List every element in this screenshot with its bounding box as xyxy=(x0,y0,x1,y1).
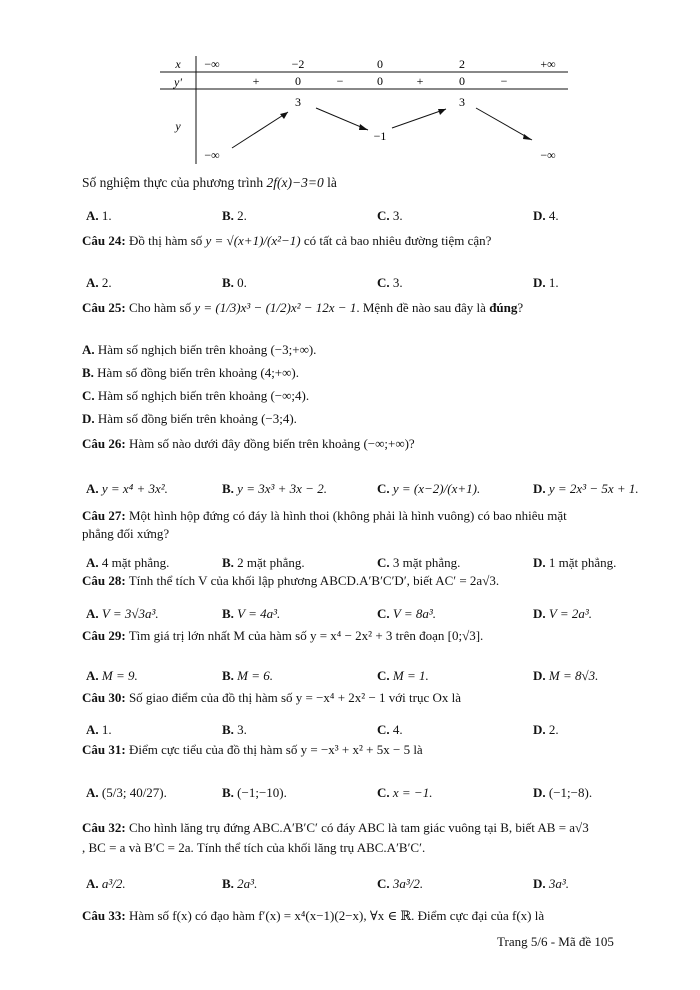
option-d[interactable]: D. M = 8√3. xyxy=(533,668,599,683)
option-d[interactable]: D. y = 2x³ − 5x + 1. xyxy=(533,481,639,496)
x-value: 0 xyxy=(377,57,383,71)
question-31: Câu 31: Điểm cực tiểu của đồ thị hàm số y = −x³ + x² + 5x − 5 là xyxy=(82,742,423,757)
row-label-y: y xyxy=(175,119,181,133)
option-c[interactable]: C. 3 mặt phẳng. xyxy=(377,555,461,570)
option-a[interactable]: A. 1. xyxy=(86,722,112,737)
option-d[interactable]: D. 1. xyxy=(533,275,559,290)
row-label-yprime: y' xyxy=(174,75,182,89)
y-value: −∞ xyxy=(540,148,556,162)
y-value: 3 xyxy=(295,95,301,109)
q25-option-c[interactable]: C. Hàm số nghịch biến trên khoảng (−∞;4). xyxy=(82,388,310,403)
question-33: Câu 33: Hàm số f(x) có đạo hàm f′(x) = x⁴(x−1)(2−x), ∀x ∈ ℝ. Điểm cực đại của f(x) là xyxy=(82,908,545,923)
option-a[interactable]: A. M = 9. xyxy=(86,668,138,683)
x-value: −2 xyxy=(291,57,305,71)
q25-option-b[interactable]: B. Hàm số đồng biến trên khoảng (4;+∞). xyxy=(82,365,299,380)
option-c[interactable]: C. x = −1. xyxy=(377,785,433,800)
option-c[interactable]: C. 3. xyxy=(377,275,403,290)
option-b[interactable]: B. 2 mặt phẳng. xyxy=(222,555,305,570)
option-b[interactable]: B. V = 4a³. xyxy=(222,606,281,621)
option-d[interactable]: D. V = 2a³. xyxy=(533,606,593,621)
row-label-x: x xyxy=(175,57,181,71)
option-b[interactable]: B. 3. xyxy=(222,722,247,737)
x-value: 2 xyxy=(459,57,465,71)
option-b[interactable]: B. 0. xyxy=(222,275,247,290)
question-24: Câu 24: Đồ thị hàm số y = √(x+1)/(x²−1) có tất cả bao nhiêu đường tiệm cận? xyxy=(82,233,492,248)
yprime-value: + xyxy=(252,74,260,88)
option-c[interactable]: C. 4. xyxy=(377,722,403,737)
q23-text-post: là xyxy=(323,175,337,190)
y-value: −∞ xyxy=(204,148,220,162)
option-b[interactable]: B. y = 3x³ + 3x − 2. xyxy=(222,481,327,496)
yprime-value: 0 xyxy=(295,74,301,88)
q25-formula: y = (1/3)x³ − (1/2)x² − 12x − 1 xyxy=(194,300,357,315)
option-c[interactable]: C. y = (x−2)/(x+1). xyxy=(377,481,481,496)
question-32: Câu 32: Cho hình lăng trụ đứng ABC.A′B′C′ có đáy ABC là tam giác vuông tại B, biết AB = a√3 xyxy=(82,820,589,835)
question-25: Câu 25: Cho hàm số y = (1/3)x³ − (1/2)x² − 12x − 1. Mệnh đề nào sau đây là đúng? xyxy=(82,300,524,315)
option-a[interactable]: A. 2. xyxy=(86,275,112,290)
option-b[interactable]: B. M = 6. xyxy=(222,668,274,683)
option-b[interactable]: B. 2a³. xyxy=(222,876,258,891)
option-d[interactable]: D. (−1;−8). xyxy=(533,785,593,800)
question-27-line2: phẳng đối xứng? xyxy=(82,526,170,541)
option-a[interactable]: A. 1. xyxy=(86,208,112,223)
option-b[interactable]: B. 2. xyxy=(222,208,247,223)
x-value: +∞ xyxy=(540,57,556,71)
yprime-value: 0 xyxy=(377,74,383,88)
page-footer: Trang 5/6 - Mã đề 105 xyxy=(497,934,614,949)
yprime-value: − xyxy=(336,74,344,88)
option-a[interactable]: A. a³/2. xyxy=(86,876,126,891)
variation-table xyxy=(160,56,570,166)
question-27: Câu 27: Một hình hộp đứng có đáy là hình thoi (không phải là hình vuông) có bao nhiêu mặt xyxy=(82,508,567,523)
option-a[interactable]: A. y = x⁴ + 3x². xyxy=(86,481,168,496)
option-c[interactable]: C. M = 1. xyxy=(377,668,429,683)
q23-stem xyxy=(82,175,337,191)
question-26: Câu 26: Hàm số nào dưới đây đồng biến trên khoảng (−∞;+∞)? xyxy=(82,436,415,451)
q25-option-a[interactable]: A. Hàm số nghịch biến trên khoảng (−3;+∞). xyxy=(82,342,317,357)
question-30: Câu 30: Số giao điểm của đồ thị hàm số y = −x⁴ + 2x² − 1 với trục Ox là xyxy=(82,690,461,705)
q25-option-d[interactable]: D. Hàm số đồng biến trên khoảng (−3;4). xyxy=(82,411,297,426)
question-28: Câu 28: Tính thể tích V của khối lập phương ABCD.A′B′C′D′, biết AC′ = 2a√3. xyxy=(82,573,500,588)
yprime-value: + xyxy=(416,74,424,88)
option-d[interactable]: D. 1 mặt phẳng. xyxy=(533,555,617,570)
option-d[interactable]: D. 4. xyxy=(533,208,559,223)
option-c[interactable]: C. V = 8a³. xyxy=(377,606,437,621)
q23-equation: 2f(x)−3=0 xyxy=(266,175,324,190)
option-d[interactable]: D. 2. xyxy=(533,722,559,737)
option-a[interactable]: A. (5/3; 40/27). xyxy=(86,785,167,800)
option-c[interactable]: C. 3. xyxy=(377,208,403,223)
yprime-value: 0 xyxy=(459,74,465,88)
option-b[interactable]: B. (−1;−10). xyxy=(222,785,287,800)
yprime-value: − xyxy=(500,74,508,88)
x-value: −∞ xyxy=(204,57,220,71)
question-29: Câu 29: Tìm giá trị lớn nhất M của hàm số y = x⁴ − 2x² + 3 trên đoạn [0;√3]. xyxy=(82,628,484,643)
y-value: −1 xyxy=(373,129,387,143)
q24-formula: y = √(x+1)/(x²−1) xyxy=(205,233,301,248)
option-c[interactable]: C. 3a³/2. xyxy=(377,876,424,891)
y-value: 3 xyxy=(459,95,465,109)
option-d[interactable]: D. 3a³. xyxy=(533,876,570,891)
q23-text: Số nghiệm thực của phương trình xyxy=(82,175,267,190)
question-32-line2: , BC = a và B′C = 2a. Tính thể tích của khối lăng trụ ABC.A′B′C′. xyxy=(82,840,426,855)
option-a[interactable]: A. V = 3√3a³. xyxy=(86,606,159,621)
option-a[interactable]: A. 4 mặt phẳng. xyxy=(86,555,170,570)
